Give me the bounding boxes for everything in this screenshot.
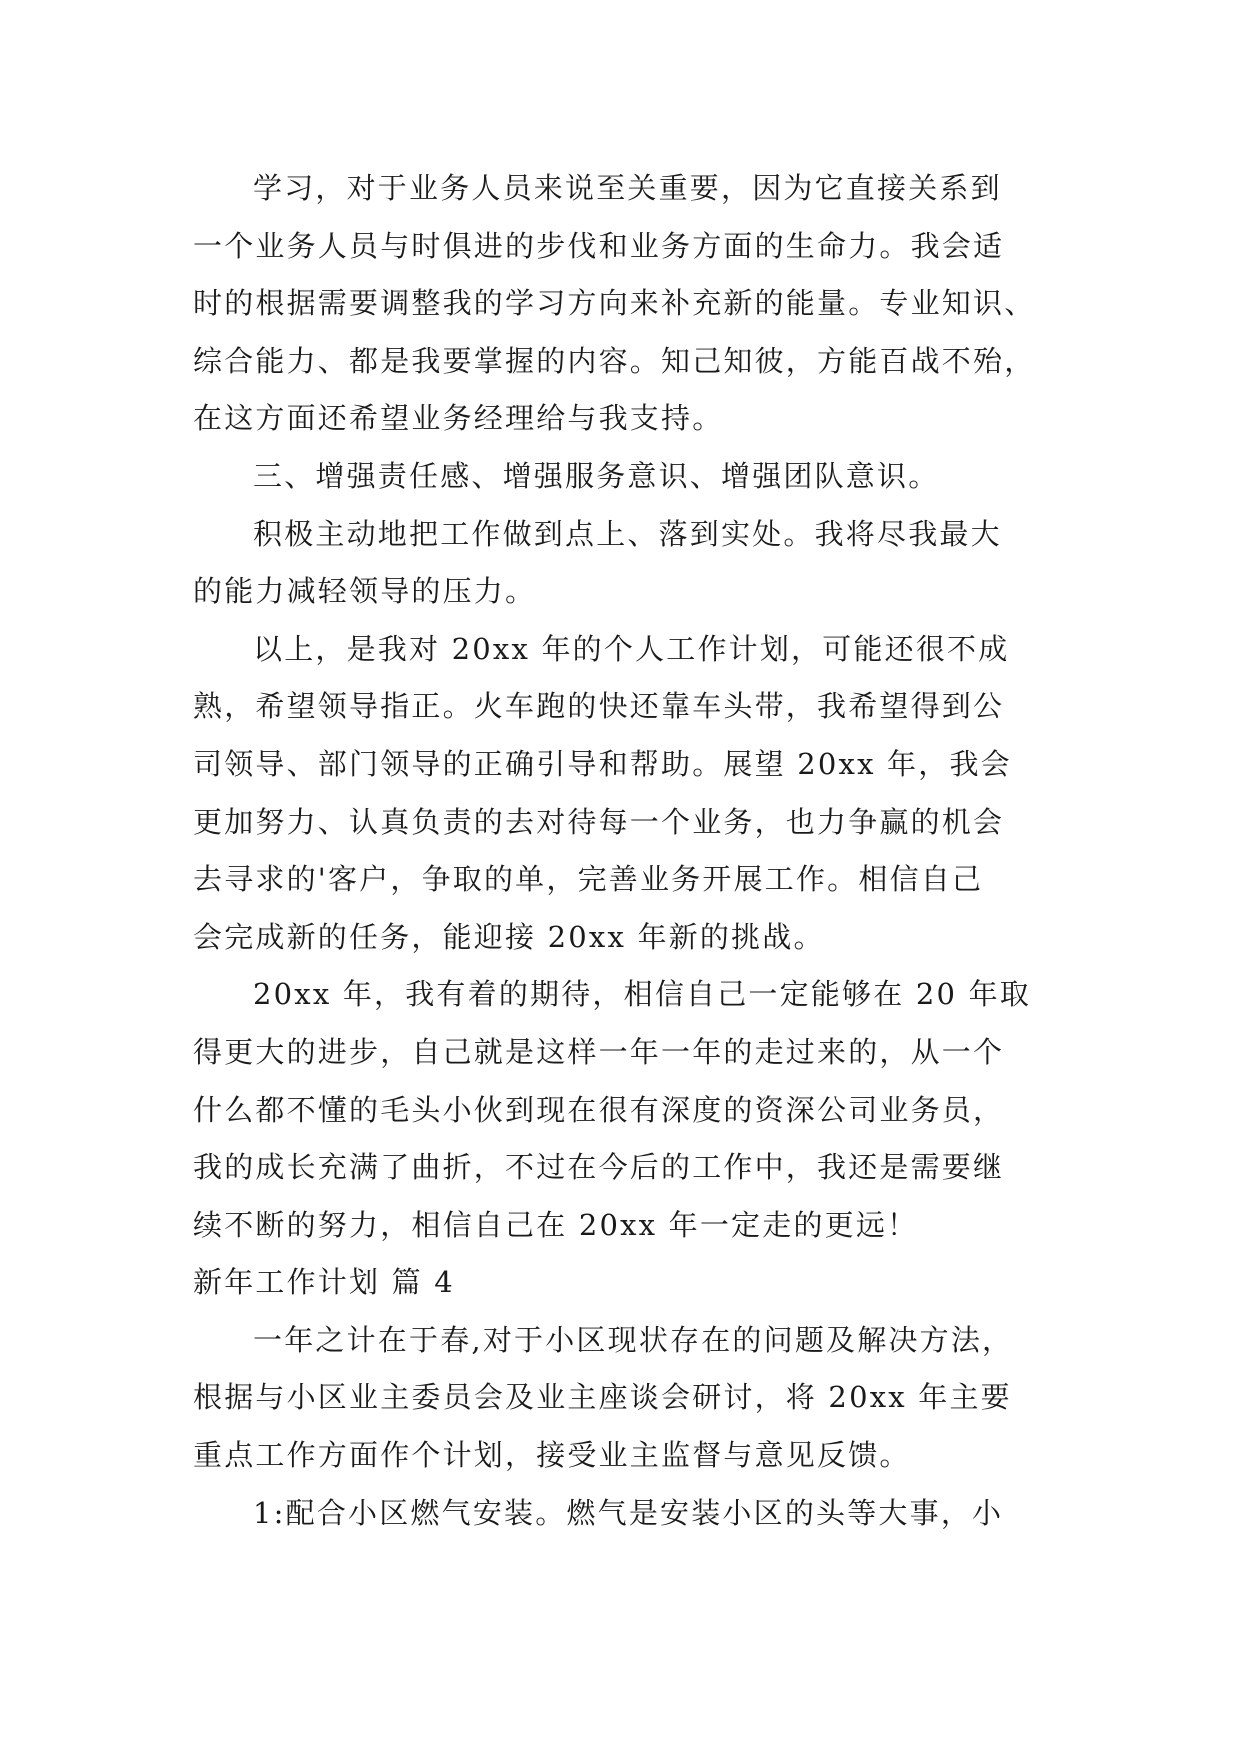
text-line: 根据与小区业主委员会及业主座谈会研讨，将 20xx 年主要 bbox=[193, 1380, 1012, 1415]
text-line: 在这方面还希望业务经理给与我支持。 bbox=[193, 401, 724, 436]
text-line: 一个业务人员与时俱进的步伐和业务方面的生命力。我会适 bbox=[193, 228, 1005, 263]
text-line: 的能力减轻领导的压力。 bbox=[193, 574, 537, 609]
text-line: 得更大的进步，自己就是这样一年一年的走过来的，从一个 bbox=[193, 1034, 1005, 1069]
text-line: 去寻求的'客户，争取的单，完善业务开展工作。相信自己 bbox=[193, 862, 984, 897]
text-line: 会完成新的任务，能迎接 20xx 年新的挑战。 bbox=[193, 919, 825, 954]
text-line: 一年之计在于春,对于小区现状存在的问题及解决方法， bbox=[253, 1322, 1014, 1357]
text-line: 我的成长充满了曲折，不过在今后的工作中，我还是需要继 bbox=[193, 1150, 1005, 1185]
text-line: 更加努力、认真负责的去对待每一个业务，也力争赢的机会 bbox=[193, 804, 1005, 839]
section-title: 新年工作计划 篇 4 bbox=[193, 1265, 455, 1300]
text-line: 什么都不懂的毛头小伙到现在很有深度的资深公司业务员， bbox=[193, 1092, 1005, 1127]
text-line: 重点工作方面作个计划，接受业主监督与意见反馈。 bbox=[193, 1438, 911, 1473]
text-line: 积极主动地把工作做到点上、落到实处。我将尽我最大 bbox=[253, 516, 1002, 551]
text-line: 综合能力、都是我要掌握的内容。知己知彼，方能百战不殆， bbox=[193, 343, 1036, 378]
document-body bbox=[193, 160, 1093, 1542]
section-heading: 三、增强责任感、增强服务意识、增强团队意识。 bbox=[253, 458, 940, 493]
text-line: 1:配合小区燃气安装。燃气是安装小区的头等大事，小 bbox=[253, 1495, 1004, 1530]
text-line: 学习，对于业务人员来说至关重要，因为它直接关系到 bbox=[253, 171, 1002, 205]
text-line: 续不断的努力，相信自己在 20xx 年一定走的更远！ bbox=[193, 1207, 919, 1242]
text-line: 司领导、部门领导的正确引导和帮助。展望 20xx 年，我会 bbox=[193, 746, 1012, 781]
text-line: 熟，希望领导指正。火车跑的快还靠车头带，我希望得到公 bbox=[193, 689, 1005, 724]
text-line: 时的根据需要调整我的学习方向来补充新的能量。专业知识、 bbox=[193, 286, 1036, 321]
text-line: 20xx 年，我有着的期待，相信自己一定能够在 20 年取 bbox=[253, 977, 1031, 1012]
text-line: 以上，是我对 20xx 年的个人工作计划，可能还很不成 bbox=[253, 631, 1010, 666]
